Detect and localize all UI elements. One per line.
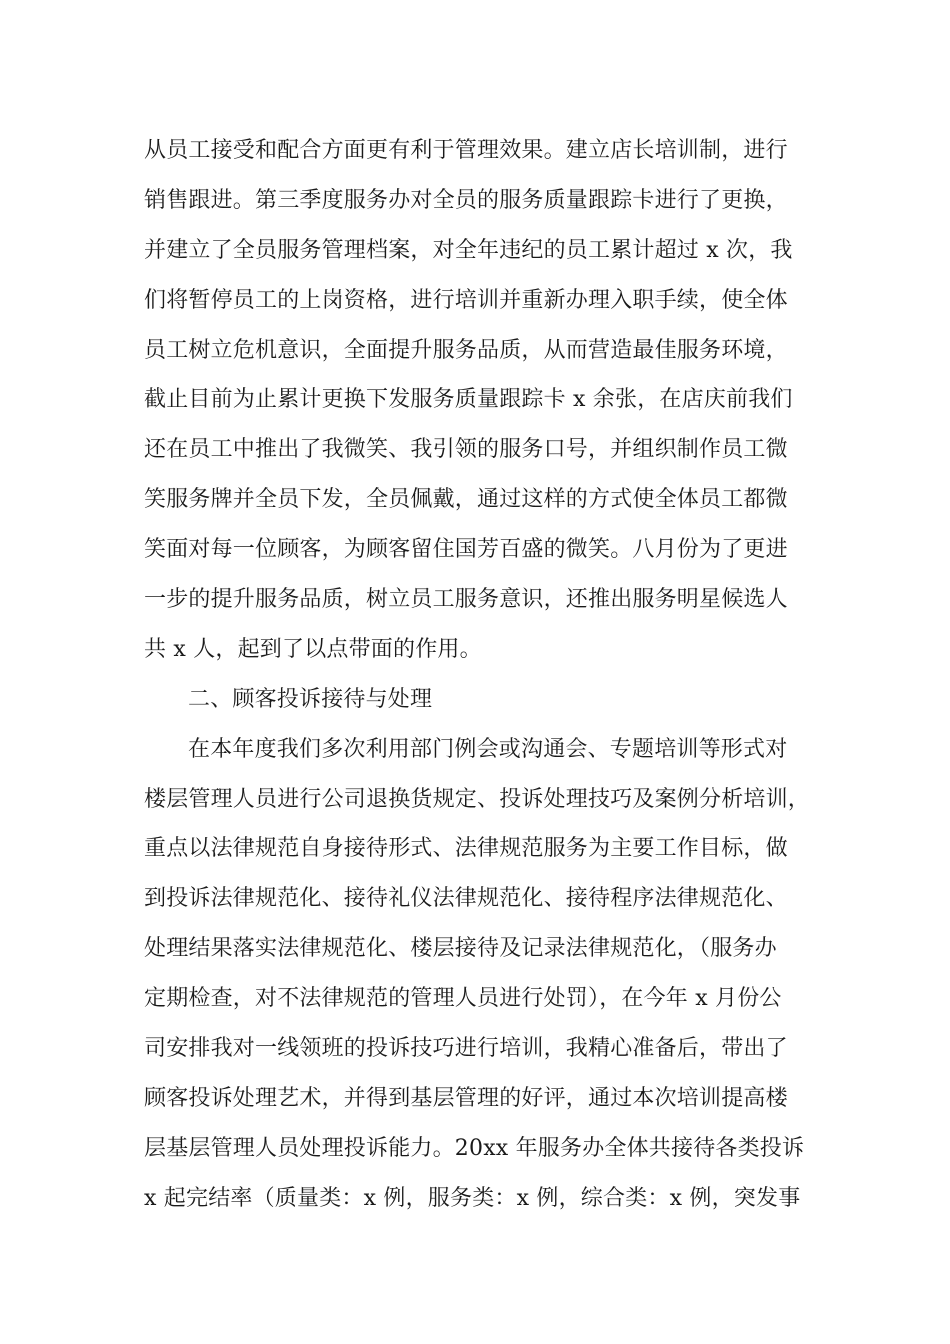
paragraph-line: 共 x 人，起到了以点带面的作用。 [144, 636, 482, 662]
paragraph-line: 层基层管理人员处理投诉能力。20xx 年服务办全体共接待各类投诉 [144, 1135, 805, 1161]
paragraph-line: 笑面对每一位顾客，为顾客留住国芳百盛的微笑。八月份为了更进 [144, 537, 788, 563]
paragraph-line: 处理结果落实法律规范化、楼层接待及记录法律规范化，（服务办 [144, 936, 777, 962]
paragraph-line: 还在员工中推出了我微笑、我引领的服务口号，并组织制作员工微 [144, 437, 788, 463]
paragraph-line: 从员工接受和配合方面更有利于管理效果。建立店长培训制，进行 [144, 138, 788, 163]
paragraph-line: 重点以法律规范自身接待形式、法律规范服务为主要工作目标，做 [144, 836, 788, 862]
paragraph-line: x 起完结率（质量类：x 例，服务类：x 例，综合类：x 例，突发事 [144, 1185, 801, 1211]
paragraph-line: 到投诉法律规范化、接待礼仪法律规范化、接待程序法律规范化、 [144, 886, 788, 912]
paragraph-line: 在本年度我们多次利用部门例会或沟通会、专题培训等形式对 [188, 736, 788, 762]
paragraph-line: 并建立了全员服务管理档案，对全年违纪的员工累计超过 x 次，我 [144, 237, 793, 263]
paragraph-line: 司安排我对一线领班的投诉技巧进行培训，我精心准备后，带出了 [144, 1036, 788, 1062]
paragraph-line: 楼层管理人员进行公司退换货规定、投诉处理技巧及案例分析培训， [144, 786, 811, 812]
body-text [144, 126, 814, 1224]
paragraph-line: 员工树立危机意识，全面提升服务品质，从而营造最佳服务环境， [144, 337, 788, 363]
paragraph-line: 顾客投诉处理艺术，并得到基层管理的好评，通过本次培训提高楼 [144, 1085, 788, 1111]
paragraph-line: 们将暂停员工的上岗资格，进行培训并重新办理入职手续，使全体 [144, 287, 788, 313]
paragraph-line: 截止目前为止累计更换下发服务质量跟踪卡 x 余张，在店庆前我们 [144, 387, 793, 413]
section-heading: 二、顾客投诉接待与处理 [188, 686, 433, 712]
paragraph-line: 笑服务牌并全员下发，全员佩戴，通过这样的方式使全体员工都微 [144, 487, 788, 513]
paragraph-line: 定期检查，对不法律规范的管理人员进行处罚），在今年 x 月份公 [144, 986, 782, 1012]
paragraph-line: 一步的提升服务品质，树立员工服务意识，还推出服务明星候选人 [144, 587, 788, 613]
paragraph-line: 销售跟进。第三季度服务办对全员的服务质量跟踪卡进行了更换， [144, 187, 788, 213]
